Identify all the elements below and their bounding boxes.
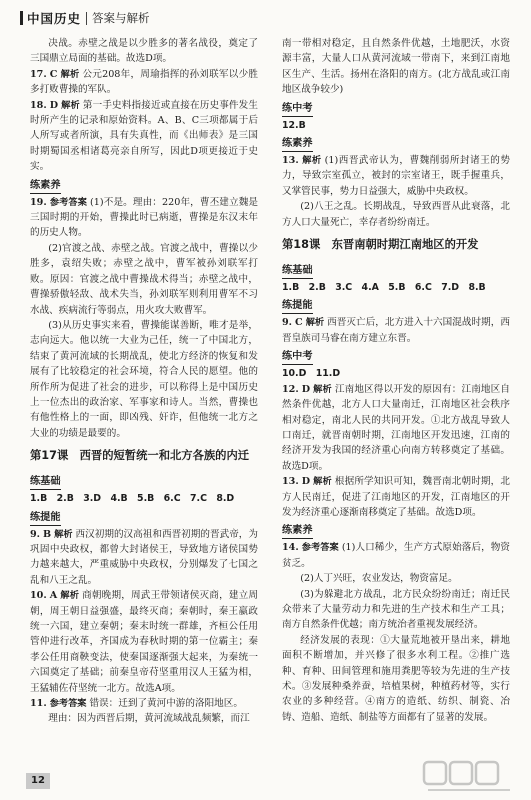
answers-10-11: 10.D 11.D xyxy=(282,368,341,380)
answers-17: 1.B 2.B 3.D 4.B 5.B 6.C 7.C 8.D xyxy=(30,493,235,505)
answers-18: 1.B 2.B 3.C 4.A 5.B 6.C 7.D 8.B xyxy=(282,282,486,294)
question-14: 14. 参考答案 (1)人口稀少，生产方式原始落后，物资贫乏。 xyxy=(282,542,511,569)
page-header xyxy=(20,8,500,28)
question-17: 17. C 解析 公元208年，周瑜指挥的孙刘联军以少胜多打败曹操的军队。 xyxy=(30,68,259,96)
section-lian-tineng: 练提能 xyxy=(30,511,61,526)
section-lian-zhongkao-right: 练中考 xyxy=(282,350,313,365)
question-19-part2: (2)官渡之战、赤壁之战。官渡之战中，曹操以少胜多，袁绍失败；赤壁之战中，曹军被孙刘联军打败。原因：官渡之战中曹操战术得当；赤壁之战中，曹操骄傲轻敌、战术失当，孙刘联军则利用曹军不习水战、疾病流行等弱点，用火攻大败曹军。 xyxy=(30,242,258,316)
section-lian-suyang: 练素养 xyxy=(30,179,61,194)
question-11: 11. 参考答案 错误：迁到了黄河中游的洛阳地区。 xyxy=(30,698,243,710)
header-bar xyxy=(20,11,23,25)
question-19: 19. 参考答案 (1)不是。理由：220年，曹丕建立魏是三国时期的开始，曹操此时已病逝，曹操是东汉末年的历史人物。 xyxy=(30,196,259,239)
lesson-17-title: 第17课 西晋的短暂统一和北方各族的内迁 xyxy=(30,449,250,463)
question-14-part2: (2)人丁兴旺，农业发达，物资富足。 xyxy=(300,573,458,585)
page-number: 12 xyxy=(26,773,50,789)
header-separator xyxy=(86,12,87,25)
section-lian-suyang-right-2: 练素养 xyxy=(282,524,313,539)
section-lian-tineng-right: 练提能 xyxy=(282,299,313,314)
question-10: 10. A 解析 商朝晚期，周武王带领诸侯灭商，建立周朝，周王朝日益强盛，最终灭商；秦朝时，秦王嬴政统一六国，建立秦朝；秦末时统一群雄，齐桓公任用管仲进行改革，齐国成为春秋时期的第一位霸主；秦孝公任用商鞅变法，使秦国逐渐强大起来，为秦统一六国奠定了基础；前秦皇帝苻坚重用汉人王猛为相，王猛辅佐苻坚统一北方。故选A项。 xyxy=(30,590,259,694)
question-9: 9. B 解析 西汉初期的汉高祖和西晋初期的晋武帝，为巩固中央政权，都曾大封诸侯王，导致地方诸侯国势力越来越大，严重威胁中央政权，分别爆发了七国之乱和八王之乱。 xyxy=(30,528,258,586)
question-18: 18. D 解析 第一手史料指接近或直接在历史事件发生时所产生的记录和原始资料。A、B、C三项都属于后人所写或者所演，具有失真性，而《出师表》是三国时期蜀国丞相诸葛亮亲自所写，因此D项更接近于史实。 xyxy=(30,99,259,173)
continued-text: 决战。赤壁之战是以少胜多的著名战役，奠定了三国鼎立局面的基础。故选D项。 xyxy=(30,38,258,65)
question-14-part3: (3)为躲避北方战乱，北方民众纷纷南迁；南迁民众带来了大量劳动力和先进的生产技术和生产工具；南方自然条件优越；南方统治者重视发展经济。 xyxy=(282,588,510,631)
question-13-right: 13. D 解析 根据所学知识可知，魏晋南北朝时期，北方人民南迁，促进了江南地区的开发，江南地区的开发为经济重心逐渐南移奠定了基础。故选D项。 xyxy=(282,476,511,518)
book-subtitle: 答案与解析 xyxy=(92,11,150,25)
question-19-part3: (3)从历史事实来看，曹操能谋善断，唯才是举，志向远大。他以统一大业为己任，统一了中国北方，结束了黄河流域的长期战乱，使北方经济的恢复和发展有了比较稳定的社会环境，符合人民的愿望。他的所作所为促进了社会的进步，可以称得上是中国历史上一位杰出的政治家、军事家和诗人。当然，曹操也有他性格上的一面，即凶残、奸诈，但他统一北方之大业的功绩是最要的。 xyxy=(30,319,258,439)
continued-text-right: 南一带相对稳定，且自然条件优越，土地肥沃，水资源丰富，大量人口从黄河流域一带南下，来到江南地区生产、生活。扬州在洛阳的南方。(北方战乱或江南地区战争较少) xyxy=(282,38,510,96)
watermark-logo-icon xyxy=(420,756,520,796)
book-title: 中国历史 xyxy=(27,11,82,26)
question-11-reason: 理由：因为西晋后期，黄河流域战乱频繁，而江 xyxy=(48,713,250,725)
question-9-right: 9. C 解析 西晋灭亡后，北方进入十六国混战时期，西晋皇族司马睿在南方建立东晋。 xyxy=(282,317,511,344)
section-lian-zhongkao: 练中考 xyxy=(282,102,313,117)
lesson-18-title: 第18课 东晋南朝时期江南地区的开发 xyxy=(282,238,479,252)
section-lian-jichu: 练基础 xyxy=(30,475,61,490)
right-column xyxy=(282,36,510,725)
answer-12: 12.B xyxy=(282,119,306,131)
question-12-right: 12. D 解析 江南地区得以开发的原因有：江南地区自然条件优越，北方人口大量南迁，江南地区社会秩序相对稳定，南北人民的共同开发。①北方战乱导致人口南迁，就晋南朝时期，江南地区开发迅速，江南的经济开发为我国的经济重心向南方转移奠定了基础。故选D项。 xyxy=(282,383,511,472)
question-14-part4: 经济发展的表现：①大量荒地被开垦出来，耕地面积不断增加，并兴修了很多水利工程。②推广选种、育种、田间管理和施用粪肥等较为先进的生产技术。③发展种桑养蚕，培植果树，种植药材等，实行农业的多种经营。④南方的造纸、纺织、制瓷、冶铸、造船、造纸、制盐等方面都有了显著的发展。 xyxy=(282,634,510,723)
section-lian-suyang-right: 练素养 xyxy=(282,137,313,152)
section-lian-jichu-right: 练基础 xyxy=(282,264,313,279)
question-13-part2: (2)八王之乱。长期战乱，导致西晋从此衰落，北方人口大量死亡，幸存者纷纷南迁。 xyxy=(282,201,510,228)
question-13: 13. 解析 (1)西晋武帝认为，曹魏削弱所封诸王的势力，导致宗室孤立，被封的宗室诸王，既手握重兵，又掌管民事，势力日益强大，威胁中央政权。 xyxy=(282,155,511,197)
left-column xyxy=(30,36,258,727)
